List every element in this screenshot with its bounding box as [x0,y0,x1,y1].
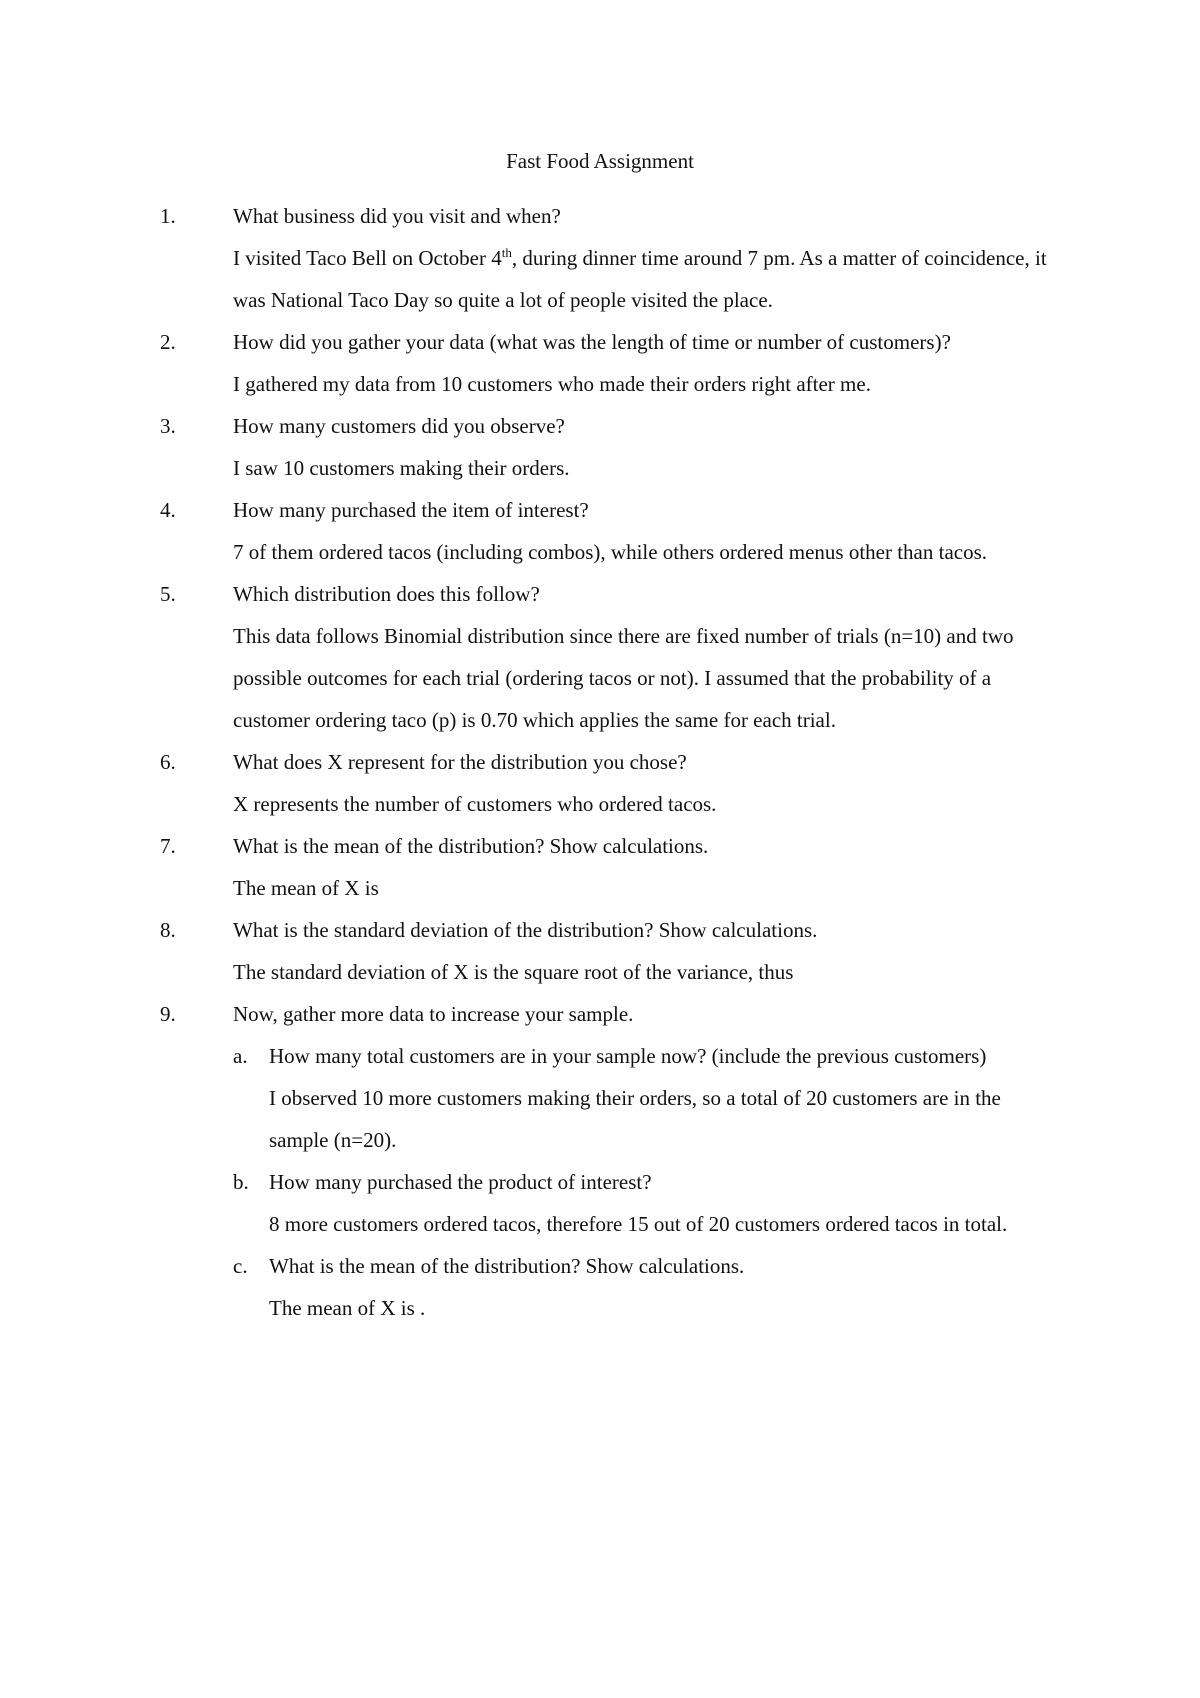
question-1 [160,195,1060,237]
subquestion-text: What is the mean of the distribution? Show calculations. [269,1254,745,1278]
question-number: 6. [160,750,176,774]
question-number: 3. [160,414,176,438]
answer-3: I saw 10 customers making their orders. [233,456,570,480]
question-text: What does X represent for the distribution you chose? [233,750,687,774]
question-number: 7. [160,834,176,858]
answer-5: This data follows Binomial distribution since there are fixed number of trials (n=10) and two possible outcomes for each trial (ordering tacos or not). I assumed that the probability of a customer ordering taco (p) is 0.70 which applies the same for each trial. [233,624,1014,732]
question-number: 5. [160,582,176,606]
question-text: What business did you visit and when? [233,204,561,228]
answer-6: X represents the number of customers who ordered tacos. [233,792,717,816]
question-8 [160,909,1060,951]
question-text: Which distribution does this follow? [233,582,540,606]
question-3 [160,405,1060,447]
answer-7: The mean of X is [233,876,379,900]
question-7 [160,825,1060,867]
question-9 [160,993,1060,1035]
subquestion-text: How many total customers are in your sample now? (include the previous customers) [269,1044,987,1068]
question-number: 2. [160,330,176,354]
subquestion-letter: b. [233,1170,249,1194]
question-text: How did you gather your data (what was the length of time or number of customers)? [233,330,951,354]
answer-1 [160,237,1060,321]
question-number: 9. [160,1002,176,1026]
question-text: How many customers did you observe? [233,414,565,438]
question-text: What is the mean of the distribution? Show calculations. [233,834,709,858]
question-number: 4. [160,498,176,522]
question-number: 1. [160,204,176,228]
subquestion-text: How many purchased the product of interest? [269,1170,652,1194]
answer-text-end: , during dinner time around 7 pm. As a matter of coincidence, it was National Taco Day so quite a lot of people visited the place. [233,246,1047,312]
question-text: Now, gather more data to increase your sample. [233,1002,634,1026]
question-2 [160,321,1060,363]
question-4 [160,489,1060,531]
answer-2: I gathered my data from 10 customers who made their orders right after me. [233,372,871,396]
subanswer-9c: The mean of X is . [269,1296,426,1320]
answer-8: The standard deviation of X is the square root of the variance, thus [233,960,794,984]
question-5 [160,573,1060,615]
question-6 [160,741,1060,783]
subquestion-letter: a. [233,1044,248,1068]
subquestion-letter: c. [233,1254,248,1278]
question-text: How many purchased the item of interest? [233,498,589,522]
question-text: What is the standard deviation of the distribution? Show calculations. [233,918,818,942]
answer-4: 7 of them ordered tacos (including combos), while others ordered menus other than tacos. [233,540,988,564]
question-number: 8. [160,918,176,942]
ordinal-superscript: th [501,245,512,260]
subquestion-9b [160,1161,1060,1203]
subquestion-9c [160,1245,1060,1287]
answer-text-start: I visited Taco Bell on October 4 [233,246,502,270]
subquestion-9a [160,1035,1060,1077]
subanswer-9a: I observed 10 more customers making their orders, so a total of 20 customers are in the sample (n=20). [269,1086,1001,1152]
document-title: Fast Food Assignment [506,149,694,173]
question-list [160,195,1060,1329]
subanswer-9b: 8 more customers ordered tacos, therefore 15 out of 20 customers ordered tacos in total. [269,1212,1008,1236]
